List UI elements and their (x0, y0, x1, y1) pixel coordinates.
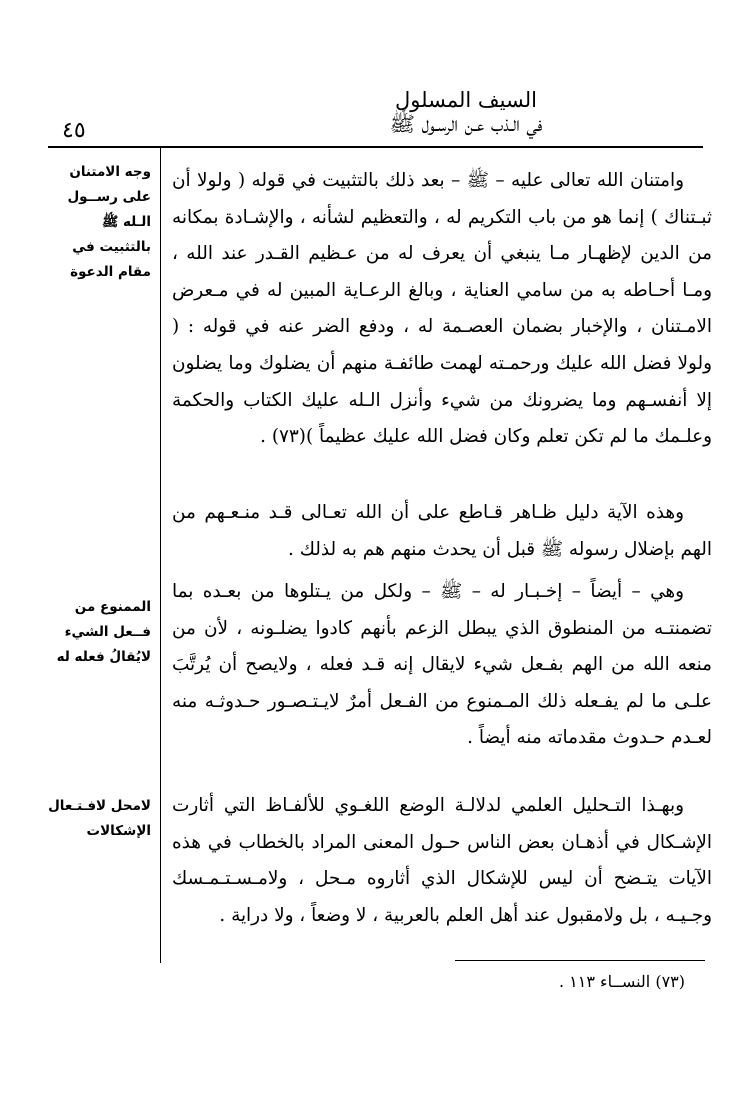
page-number: ٤٥ (62, 118, 86, 143)
body-paragraph-3: وهي – أيضاً – إخـبـار له – ﷺ – ولكل من يـتلوها من بعـده بما تضمنتـه من المنطوق الذي يبطل الزعم بأنهم كادوا يضلـونه ، لأن من منعه الله من الهم بفـعل شيء لايقال إنه قـد فعله ، ولايصح أن يُرتَّبَ علـى ما لم يفـعله ذلك المـمنوع من الفـعل أمرٌ لايـتـصـور حـدوثـه منه لعـدم حـدوث مقدماته منه أيضاً . (172, 581, 712, 749)
body-paragraph-1: وامتنان الله تعالى عليه – ﷺ – بعد ذلك بالتثبيت في قوله ( ولولا أن ثبـتناك ) إنما هو من باب التكريم له ، والتعظيم لشأنه ، والإشـادة بمكانه من الدين لإظهـار مـا ينبغي أن يعرف له من عـظيم القـدر عند الله ، ومـا أحـاطه به من سامي العناية ، وبالغ الرعـاية المبين له في مـعرض الامـتنان ، والإخبار بضمان العصـمة له ، ودفع الضر عنه في قوله : ( ولولا فضل الله عليك ورحمـته لهمت طائفـة منهم أن يضلوك وما يضلون إلا أنفسـهم وما يضرونك من شيء وأنزل الـله عليك الكتاب والحكمة وعلـمك ما لم تكن تعلم وكان فضل الله عليك عظيماً )(٧٣) . (172, 170, 712, 448)
margin-note-1: وجه الامتنان على رســول الـله ﷺ بالتثبيت في مقام الدعوة (67, 164, 151, 280)
margin-divider (160, 148, 161, 963)
running-header-title (356, 88, 576, 136)
footnote: (٧٣) النســاء ١١٣ . (559, 972, 685, 991)
footnote-rule (455, 960, 705, 961)
body-paragraph-4: وبهـذا التـحليل العلمي لدلالـة الوضع اللغـوي للألفـاظ التي أثارت الإشـكال في أذهـان بعض الناس حـول المعنى المراد بالخطاب في هذه الآيات يتـضح أن ليس للإشكال الذي أثاروه مـحل ، ولامـسـتـمـسك وجـيـه ، بل ولامقبول عند أهل العلم بالعربية ، لا وضعاً ، ولا دراية . (172, 795, 712, 926)
margin-note-3: لامحل لافـتـعال الإشكالات (48, 798, 151, 839)
header-title-line-1: السيف المسلول (395, 88, 537, 112)
margin-note-2: الممنوع من فــعل الشيء لايُقالُ فعله له (56, 599, 151, 665)
body-paragraph-2: وهذه الآية دليل ظـاهر قـاطع على أن الله تعـالى قـد منـعـهم من الهم بإضلال رسوله ﷺ قبل أن يحدث منهم هم به لذلك . (172, 502, 712, 560)
header-rule (48, 146, 703, 148)
header-title-line-2: في الـذب عـن الرسـول ﷺ (389, 112, 543, 136)
